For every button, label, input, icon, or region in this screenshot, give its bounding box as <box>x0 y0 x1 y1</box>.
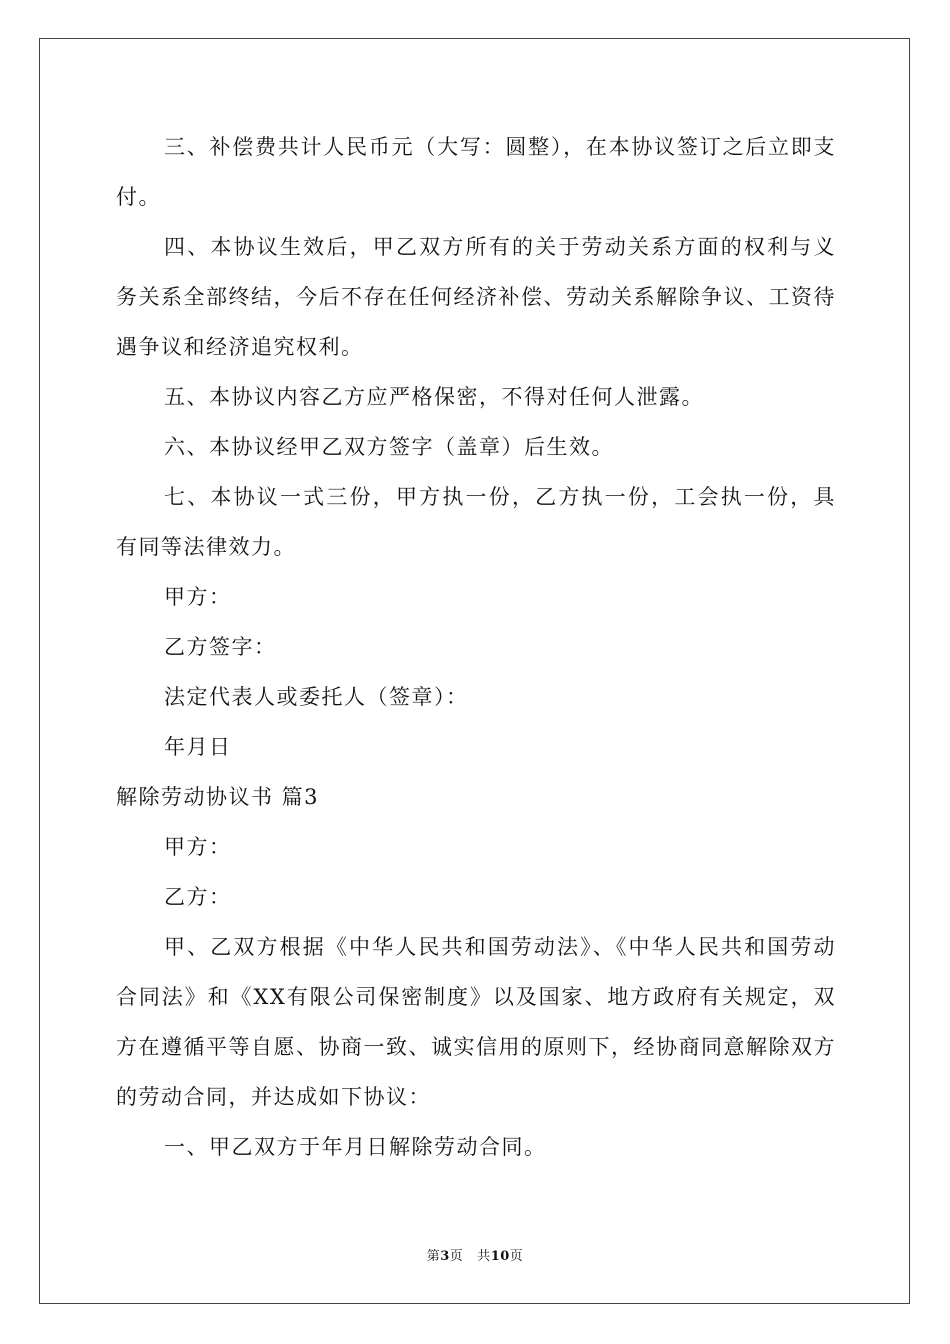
clause-3-compensation: 三、补偿费共计人民币元（大写：圆整），在本协议签订之后立即支付。 <box>116 135 836 209</box>
clause-4-termination-effect: 四、本协议生效后，甲乙双方所有的关于劳动关系方面的权利与义务关系全部终结，今后不存在任何经济补偿、劳动关系解除争议、工资待遇争议和经济追究权利。 <box>116 235 836 359</box>
party-a-label-2: 甲方： <box>164 835 232 859</box>
footer-page-prefix: 第 <box>426 1249 441 1264</box>
footer-total-suffix: 页 <box>509 1249 524 1264</box>
clause-1-termination-date: 一、甲乙双方于年月日解除劳动合同。 <box>164 1135 547 1159</box>
preamble-paragraph: 甲、乙双方根据《中华人民共和国劳动法》、《中华人民共和国劳动合同法》和《XX有限公司保密制度》以及国家、地方政府有关规定，双方在遵循平等自愿、协商一致、诚实信用的原则下，经协商同意解除双方的劳动合同，并达成如下协议： <box>116 935 836 1109</box>
page-footer <box>0 1245 950 1264</box>
section-heading: 解除劳动协议书 篇3 <box>116 785 320 809</box>
footer-total-prefix: 共 <box>477 1249 491 1264</box>
footer-total-number: 10 <box>490 1249 510 1264</box>
document-body <box>116 122 836 1172</box>
date-label: 年月日 <box>164 735 232 759</box>
party-a-label: 甲方： <box>164 585 232 609</box>
footer-page-number: 3 <box>440 1249 450 1264</box>
clause-5-confidentiality: 五、本协议内容乙方应严格保密，不得对任何人泄露。 <box>164 385 704 409</box>
footer-page-suffix: 页 <box>449 1249 464 1264</box>
clause-6-effective: 六、本协议经甲乙双方签字（盖章）后生效。 <box>164 435 614 459</box>
party-b-signature-label: 乙方签字： <box>164 635 277 659</box>
clause-7-copies: 七、本协议一式三份，甲方执一份，乙方执一份，工会执一份，具有同等法律效力。 <box>116 485 836 559</box>
legal-representative-label: 法定代表人或委托人（签章）： <box>164 685 469 709</box>
party-b-label-2: 乙方： <box>164 885 232 909</box>
